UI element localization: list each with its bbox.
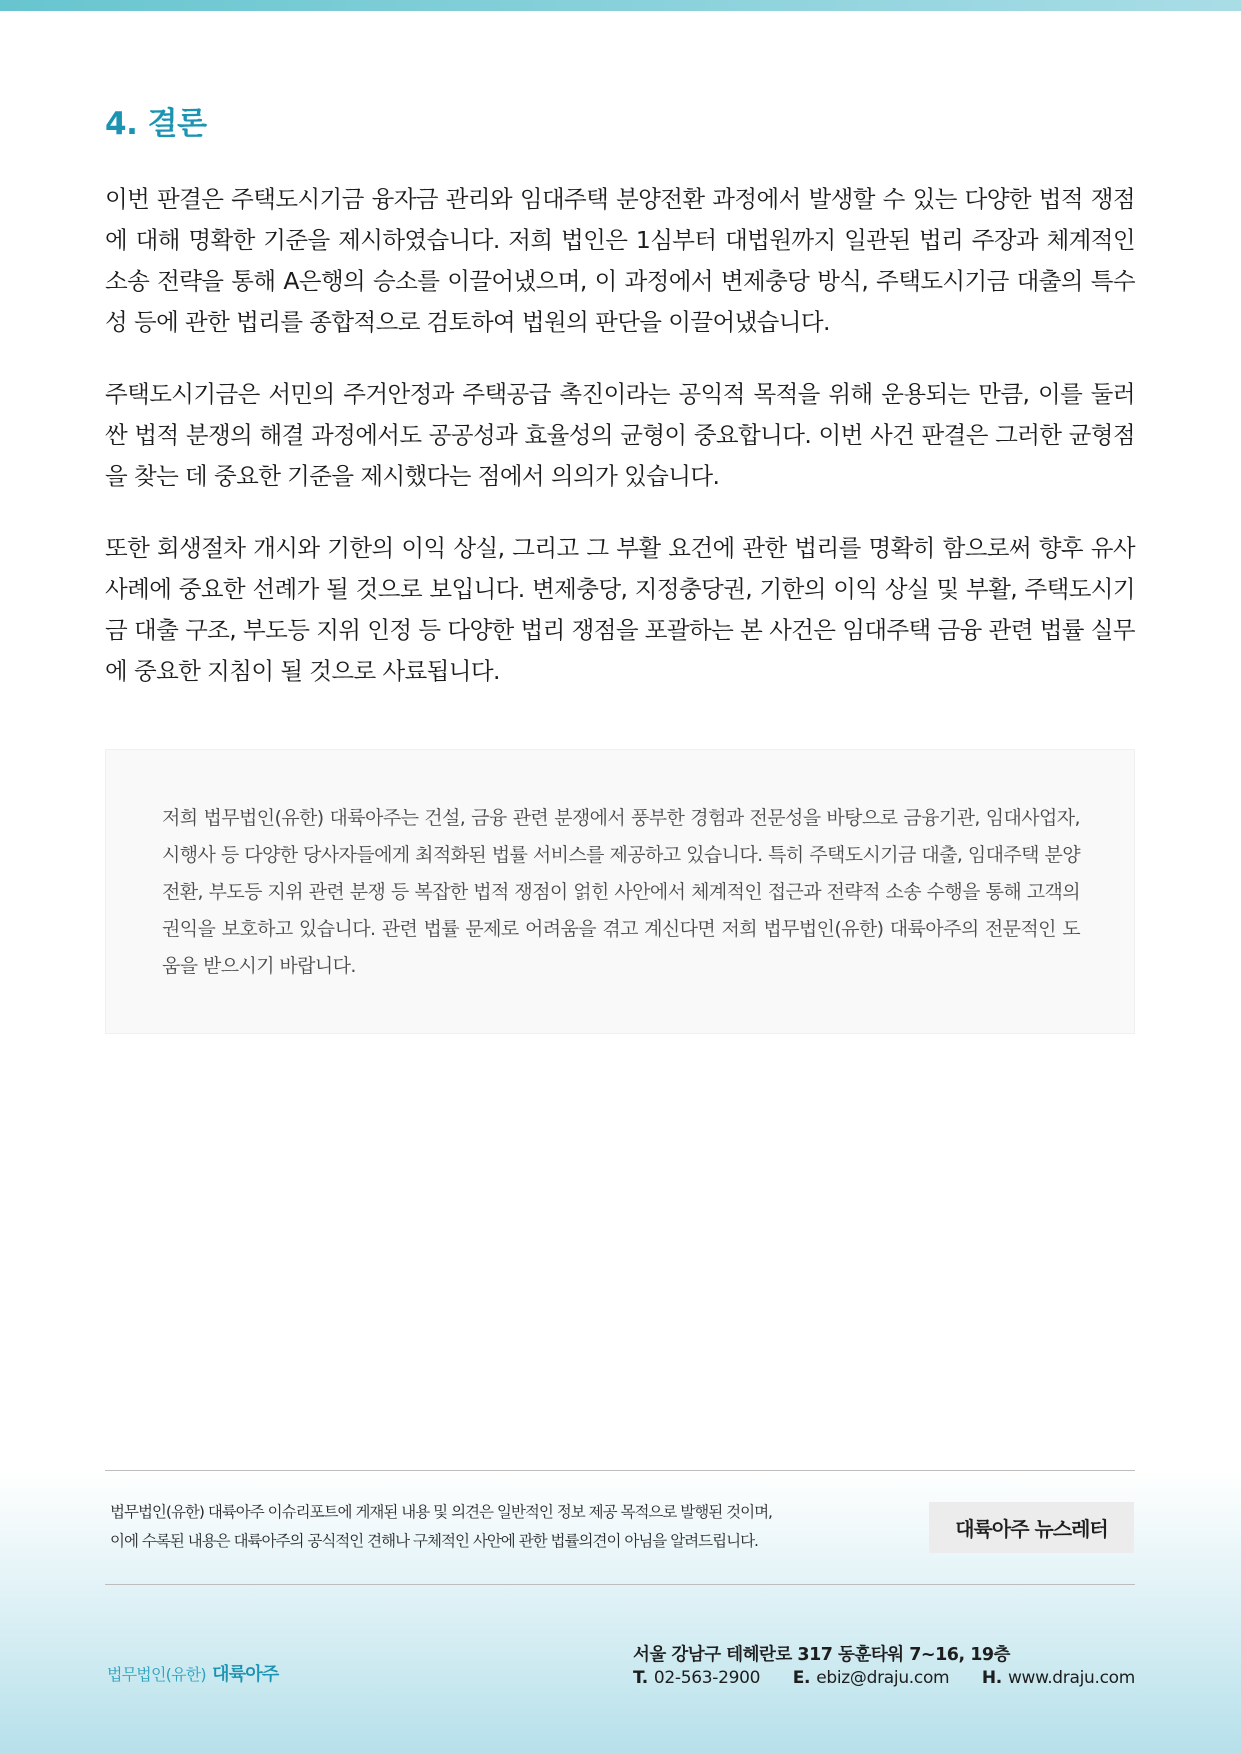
footer-divider-bottom xyxy=(105,1584,1135,1585)
newsletter-button[interactable]: 대륙아주 뉴스레터 xyxy=(929,1502,1134,1553)
firm-info-box xyxy=(105,749,1135,1034)
office-address: 서울 강남구 테헤란로 317 동훈타워 7~16, 19층 xyxy=(633,1645,1010,1665)
phone-number[interactable]: 02-563-2900 xyxy=(653,1668,761,1688)
disclaimer xyxy=(110,1498,830,1556)
conclusion-paragraph-1: 이번 판결은 주택도시기금 융자금 관리와 임대주택 분양전환 과정에서 발생할 수 있는 다양한 법적 쟁점에 대해 명확한 기준을 제시하였습니다. 저희 법인은 1심부터 대법원까지 일관된 법리 주장과 체계적인 소송 전략을 통해 A은행의 승소를 이끌어냈으며, 이 과정에서 변제충당 방식, 주택도시기금 대출의 특수성 등에 관한 법리를 종합적으로 검토하여 법원의 판단을 이끌어냈습니다. xyxy=(105,185,1135,336)
conclusion-paragraph-3: 또한 회생절차 개시와 기한의 이익 상실, 그리고 그 부활 요건에 관한 법리를 명확히 함으로써 향후 유사 사례에 중요한 선례가 될 것으로 보입니다. 변제충당, 지정충당권, 기한의 이익 상실 및 부활, 주택도시기금 대출 구조, 부도등 지위 인정 등 다양한 법리 쟁점을 포괄하는 본 사건은 임대주택 금융 관련 법률 실무에 중요한 지침이 될 것으로 사료됩니다. xyxy=(105,534,1135,685)
email-contact xyxy=(793,1668,950,1688)
contact-info xyxy=(633,1668,1135,1688)
disclaimer-line-1: 법무법인(유한) 대륙아주 이슈리포트에 게재된 내용 및 의견은 일반적인 정보 제공 목적으로 발행된 것이며, xyxy=(110,1503,772,1521)
section-title: 4. 결론 xyxy=(105,106,207,142)
website-link[interactable]: www.draju.com xyxy=(1007,1668,1135,1688)
phone-label: T. xyxy=(633,1668,648,1688)
email-label: E. xyxy=(792,1668,811,1688)
phone-contact xyxy=(633,1668,760,1688)
conclusion-paragraph-2: 주택도시기금은 서민의 주거안정과 주택공급 촉진이라는 공익적 목적을 위해 운용되는 만큼, 이를 둘러싼 법적 분쟁의 해결 과정에서도 공공성과 효율성의 균형이 중요합니다. 이번 사건 판결은 그러한 균형점을 찾는 데 중요한 기준을 제시했다는 점에서 의의가 있습니다. xyxy=(105,380,1135,490)
website-label: H. xyxy=(981,1668,1002,1688)
firm-logo-prefix: 법무법인(유한) xyxy=(107,1665,206,1684)
firm-logo xyxy=(107,1660,278,1686)
website-contact xyxy=(982,1668,1135,1688)
firm-info-text: 저희 법무법인(유한) 대륙아주는 건설, 금융 관련 분쟁에서 풍부한 경험과 전문성을 바탕으로 금융기관, 임대사업자, 시행사 등 다양한 당사자들에게 최적화된 법률 서비스를 제공하고 있습니다. 특히 주택도시기금 대출, 임대주택 분양전환, 부도등 지위 관련 분쟁 등 복잡한 법적 쟁점이 얽힌 사안에서 체계적인 접근과 전략적 소송 수행을 통해 고객의 권익을 보호하고 있습니다. 관련 법률 문제로 어려움을 겪고 계신다면 저희 법무법인(유한) 대륙아주의 전문적인 도움을 받으시기 바랍니다. xyxy=(162,807,1080,977)
disclaimer-line-2: 이에 수록된 내용은 대륙아주의 공식적인 견해나 구체적인 사안에 관한 법률의견이 아님을 알려드립니다. xyxy=(110,1532,758,1550)
email-link[interactable]: ebiz@draju.com xyxy=(816,1668,950,1688)
firm-logo-name: 대륙아주 xyxy=(212,1664,279,1685)
footer-divider-top xyxy=(105,1470,1135,1471)
top-accent-bar xyxy=(0,0,1241,11)
